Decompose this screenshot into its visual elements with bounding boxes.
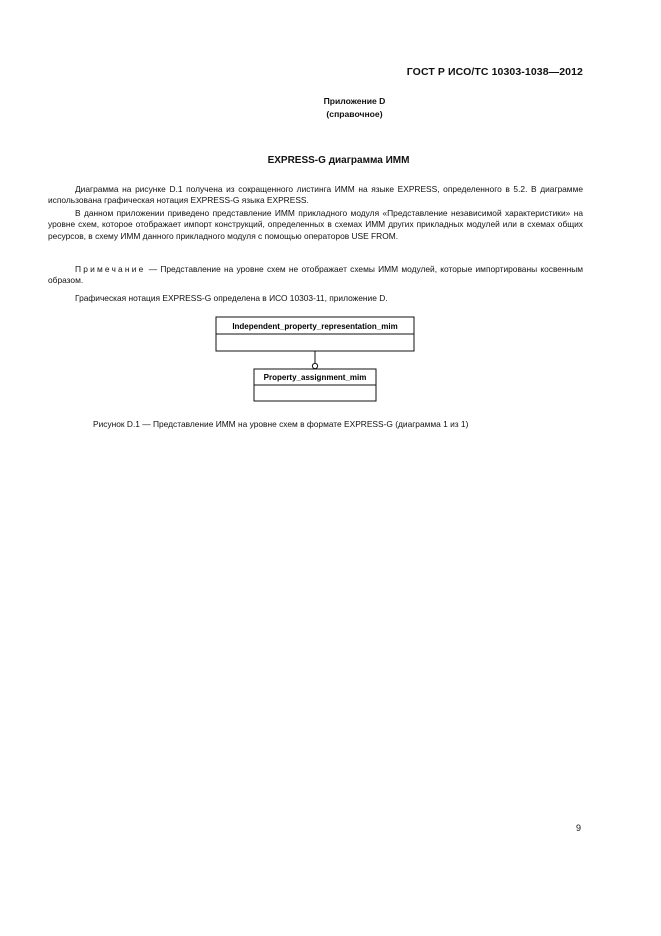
entity-name-property-assignment: Property_assignment_mim [263, 373, 367, 382]
paragraph-4-text: Графическая нотация EXPRESS-G определена в ИСО 10303-11, приложение D. [75, 293, 388, 303]
entity-name-independent-property-representation: Independent_property_representation_mim [232, 322, 398, 331]
figure-caption: Рисунок D.1 — Представление ИММ на уровне схем в формате EXPRESS-G (диаграмма 1 из 1) [93, 419, 469, 429]
paragraph-2-text: В данном приложении приведено представление ИММ прикладного модуля «Представление независимой характеристики» на уровне схем, которое отображает импорт конструкций, определенных в схемах ИММ других прикладных модулей или в схемах общих ресурсов, в схему ИММ данного прикладного модуля с помощью операторов USE FROM. [48, 208, 583, 241]
paragraph-1-text: Диаграмма на рисунке D.1 получена из сокращенного листинга ИММ на языке EXPRESS, определенного в 5.2. В диаграмме использована графическая нотация EXPRESS-G языка EXPRESS. [48, 184, 583, 206]
connector-circle [312, 363, 317, 368]
page-number: 9 [576, 823, 582, 833]
appendix-subtitle: (справочное) [326, 109, 383, 119]
entity-box-property-assignment [254, 369, 376, 401]
note-text: — Представление на уровне схем не отображает схемы ИММ модулей, которые импортированы косвенным образом. [48, 264, 583, 286]
note-label: Примечание [75, 264, 146, 274]
document-code: ГОСТ Р ИСО/ТС 10303-1038—2012 [406, 66, 583, 78]
section-title: EXPRESS-G диаграмма ИММ [267, 155, 410, 166]
entity-box-independent-property-representation [216, 317, 414, 351]
appendix-title: Приложение D [323, 96, 386, 106]
